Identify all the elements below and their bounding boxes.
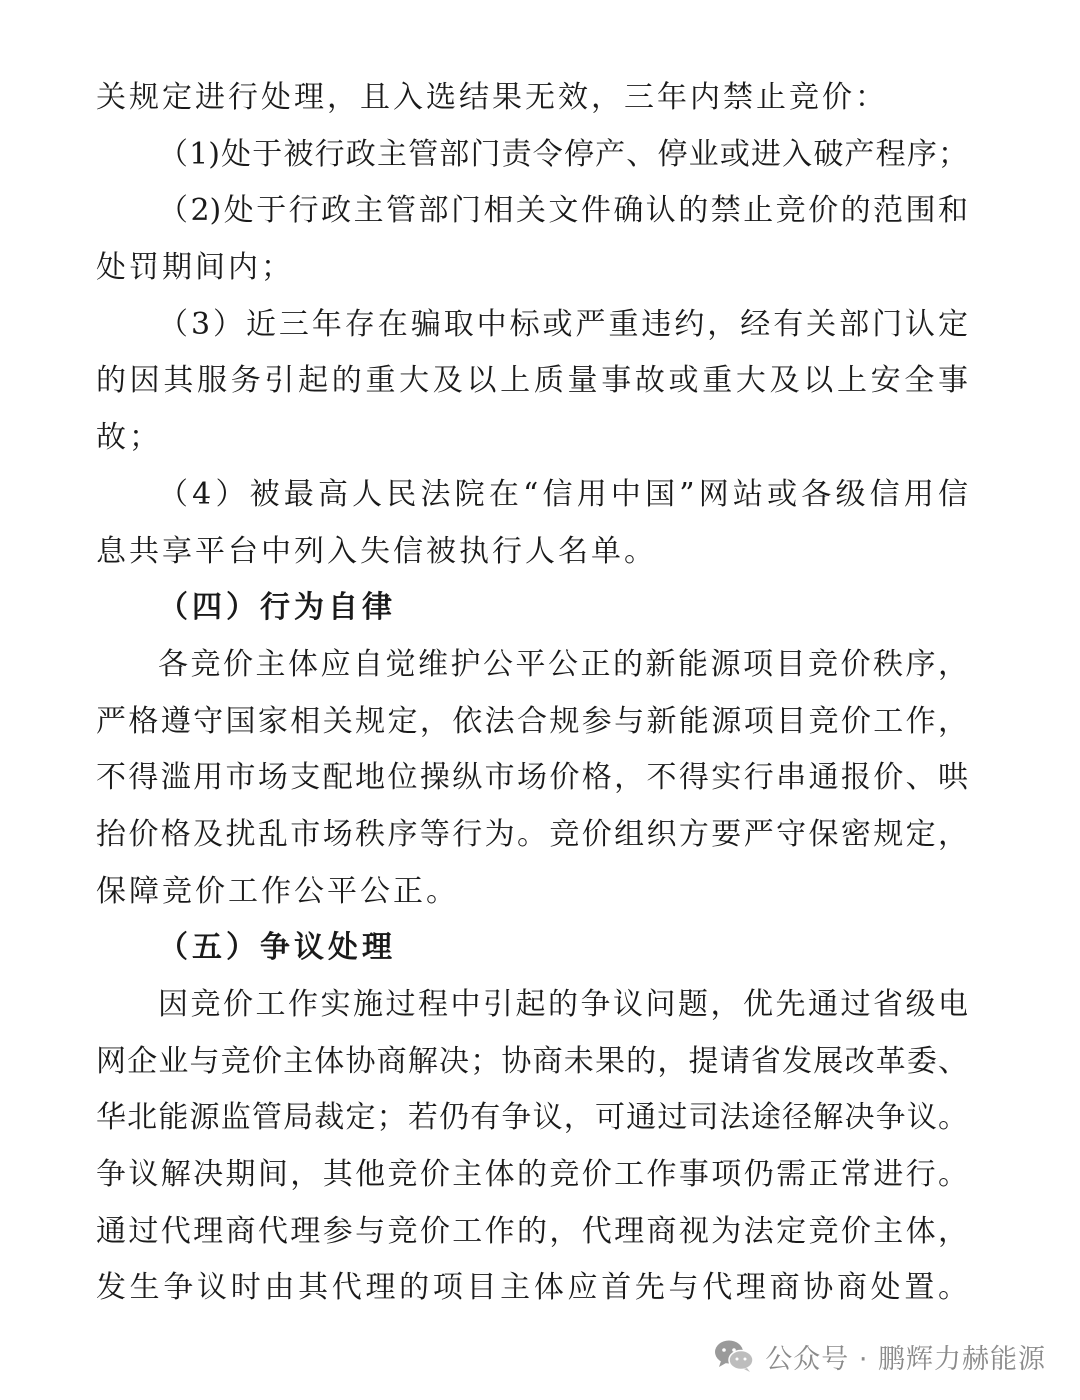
text-line: 争议解决期间，其他竞价主体的竞价工作事项仍需正常进行。 xyxy=(96,1157,968,1193)
text-line: 不得滥用市场支配地位操纵市场价格，不得实行串通报价、哄 xyxy=(96,760,968,796)
paragraph-start: 各竞价主体应自觉维护公平公正的新能源项目竞价秩序， xyxy=(158,646,968,682)
text-line: 关规定进行处理，且入选结果无效，三年内禁止竞价： xyxy=(96,80,888,115)
text-line: 故； xyxy=(96,420,162,456)
text-line: 严格遵守国家相关规定，依法合规参与新能源项目竞价工作， xyxy=(96,703,968,739)
paragraph-start: 因竞价工作实施过程中引起的争议问题，优先通过省级电 xyxy=(158,987,968,1022)
watermark-text: 公众号 · 鹏辉力赫能源 xyxy=(765,1343,1046,1375)
watermark xyxy=(713,1334,1046,1378)
list-item-3: （3）近三年存在骗取中标或严重违约，经有关部门认定 xyxy=(158,306,968,342)
wechat-icon xyxy=(713,1338,755,1374)
text-line: 的因其服务引起的重大及以上质量事故或重大及以上安全事 xyxy=(96,363,968,399)
text-line: 抬价格及扰乱市场秩序等行为。竞价组织方要严守保密规定， xyxy=(96,816,968,852)
text-line: 保障竞价工作公平公正。 xyxy=(96,873,459,909)
list-item-1: （1)处于被行政主管部门责令停产、停业或进入破产程序； xyxy=(158,136,968,172)
text-line: 通过代理商代理参与竞价工作的，代理商视为法定竞价主体， xyxy=(96,1213,968,1249)
section-heading-behavior: （四）行为自律 xyxy=(158,590,396,626)
text-line: 处罚期间内； xyxy=(96,250,294,286)
text-line: 发生争议时由其代理的项目主体应首先与代理商协商处置。 xyxy=(96,1270,968,1306)
section-heading-dispute: （五）争议处理 xyxy=(158,930,396,966)
list-item-4: （4）被最高人民法院在“信用中国”网站或各级信用信 xyxy=(158,476,968,512)
text-line: 息共享平台中列入失信被执行人名单。 xyxy=(96,533,657,569)
list-item-2: （2)处于行政主管部门相关文件确认的禁止竞价的范围和 xyxy=(158,193,968,229)
document-page xyxy=(96,70,968,1317)
text-line: 网企业与竞价主体协商解决；协商未果的，提请省发展改革委、 xyxy=(96,1043,968,1079)
text-line: 华北能源监管局裁定；若仍有争议，可通过司法途径解决争议。 xyxy=(96,1100,968,1136)
